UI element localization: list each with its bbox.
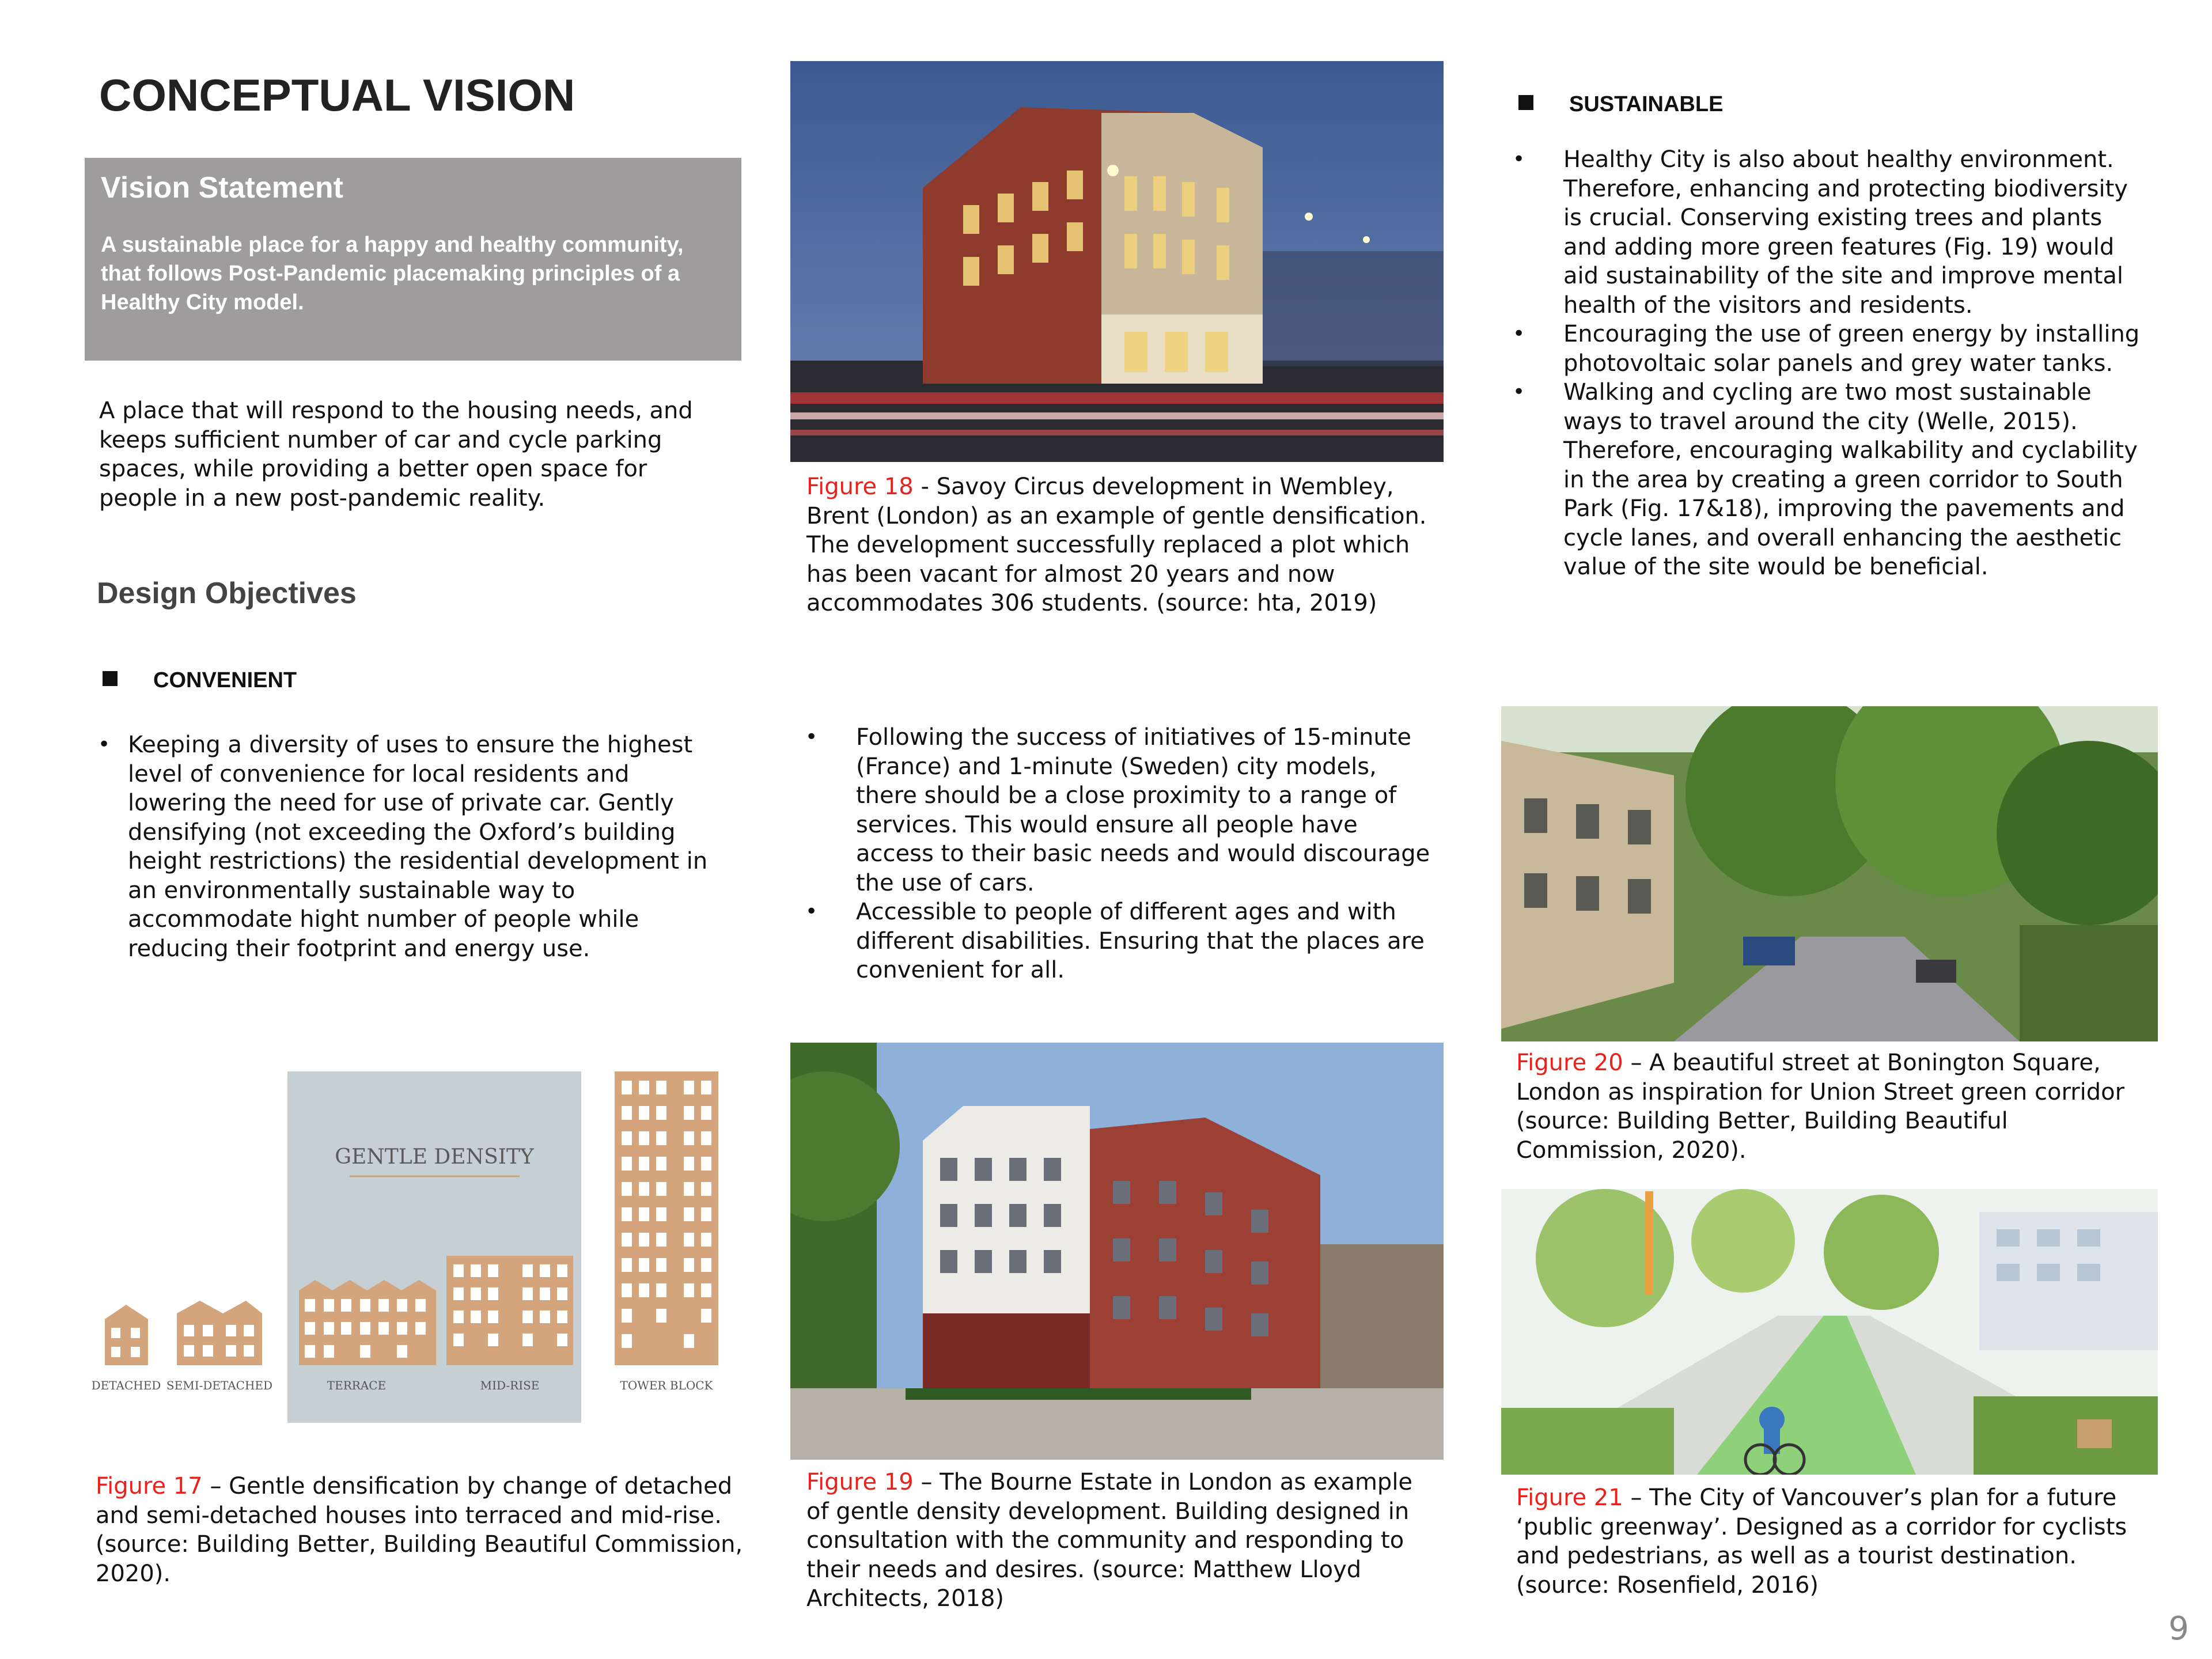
convenient-label: CONVENIENT [153, 668, 297, 692]
list-item: • Keeping a diversity of uses to ensure the highest level of convenience for local residents and lowering the need for use of private car. Gently densifying (not exceeding the Oxford’s building height restrictions) the residential development in an environmentally sustainable way to accommodate hight number of people while reducing their footprint and energy use. [98, 730, 726, 963]
figure-label: Figure 19 [806, 1469, 914, 1495]
sustainable-heading [1518, 92, 1723, 117]
list-item: • Encouraging the use of green energy by installing photovoltaic solar panels and grey water tanks. [1513, 320, 2152, 378]
density-title: GENTLE DENSITY [335, 1145, 534, 1169]
list-item: • Healthy City is also about healthy environment. Therefore, enhancing and protecting biodiversity is crucial. Conserving existing trees and plants and adding more green features (Fig. 19) would aid sustainability of the site and improve mental health of the visitors and residents. [1513, 145, 2152, 320]
convenient-bullet-list [98, 730, 726, 963]
sustainable-bullet-list [1513, 145, 2152, 582]
figure-text: - Savoy Circus development in Wembley, Brent (London) as an example of gentle densification. The development successfully replaced a plot which has been vacant for almost 20 years and now accommodates 306 students. (source: hta, 2019) [806, 474, 1427, 616]
figure-20-caption [1516, 1048, 2138, 1165]
figure-17-caption [96, 1472, 747, 1588]
list-item: • Following the success of initiatives of 15-minute (France) and 1-minute (Sweden) city models, there should be a close proximity to a range of services. This would ensure all people have access to their basic needs and would discourage the use of cars. [805, 723, 1433, 897]
design-objectives-heading: Design Objectives [97, 577, 357, 610]
gentle-density-diagram [85, 1043, 741, 1434]
savoy-circus-photo [790, 61, 1444, 462]
page-number: 9 [2168, 1610, 2189, 1647]
convenient-heading [103, 668, 297, 693]
figure-19-caption [806, 1468, 1434, 1613]
intro-paragraph: A place that will respond to the housing needs, and keeps sufficient number of car and cycle parking spaces, while providing a better open space for people in a new post-pandemic reality. [99, 397, 693, 512]
label-semi-detached: SEMI-DETACHED [166, 1378, 273, 1392]
vision-text: A sustainable place for a happy and healthy community, that follows Post-Pandemic placemaking principles of a Healthy City model. [101, 233, 684, 315]
bonington-square-photo [1501, 706, 2158, 1041]
figure-label: Figure 21 [1516, 1484, 1623, 1511]
convenient-bullet-list-2 [805, 723, 1433, 985]
square-bullet-icon [1518, 95, 1533, 110]
figure-label: Figure 17 [96, 1473, 203, 1499]
figure-text: – A beautiful street at Bonington Square, London as inspiration for Union Street green corridor (source: Building Better, Building Beautiful Commission, 2020). [1516, 1050, 2125, 1164]
label-terrace: TERRACE [327, 1378, 387, 1392]
square-bullet-icon [103, 671, 118, 686]
label-tower-block: TOWER BLOCK [620, 1378, 713, 1392]
figure-text: – The Bourne Estate in London as example of gentle density development. Building designed in consultation with the community and responding to their needs and desires. (source: Matthew Lloyd Architects, 2018) [806, 1469, 1413, 1612]
label-mid-rise: MID-RISE [480, 1378, 540, 1392]
list-item: • Accessible to people of different ages and with different disabilities. Ensuring that the places are convenient for all. [805, 897, 1433, 985]
mid-rise-building-icon [446, 1256, 573, 1365]
vancouver-greenway-photo [1501, 1189, 2158, 1475]
vision-heading: Vision Statement [101, 171, 343, 204]
page-title: CONCEPTUAL VISION [99, 70, 575, 120]
bourne-estate-photo [790, 1043, 1444, 1460]
figure-text: – The City of Vancouver’s plan for a future ‘public greenway’. Designed as a corridor for cyclists and pedestrians, as well as a tourist destination. (source: Rosenfield, 2016) [1516, 1484, 2127, 1599]
semi-detached-house-icon [177, 1301, 262, 1365]
figure-label: Figure 20 [1516, 1050, 1623, 1076]
tower-block-icon [615, 1071, 718, 1365]
vision-statement-box [85, 158, 741, 361]
terrace-house-icon [299, 1280, 436, 1365]
figure-21-caption [1516, 1483, 2150, 1600]
figure-label: Figure 18 [806, 474, 914, 500]
figure-18-caption [806, 472, 1429, 618]
detached-house-icon [105, 1305, 148, 1365]
list-item: • Walking and cycling are two most sustainable ways to travel around the city (Welle, 2015). Therefore, encouraging walkability and cyclability in the area by creating a green corridor to South Park (Fig. 17&18), improving the pavements and cycle lanes, and overall enhancing the aesthetic value of the site would be beneficial. [1513, 378, 2152, 582]
figure-text: – Gentle densification by change of detached and semi-detached houses into terraced and mid-rise. (source: Building Better, Building Beautiful Commission, 2020). [96, 1473, 743, 1587]
sustainable-label: SUSTAINABLE [1569, 92, 1724, 116]
gentle-density-panel [287, 1071, 581, 1423]
label-detached: DETACHED [91, 1378, 161, 1392]
